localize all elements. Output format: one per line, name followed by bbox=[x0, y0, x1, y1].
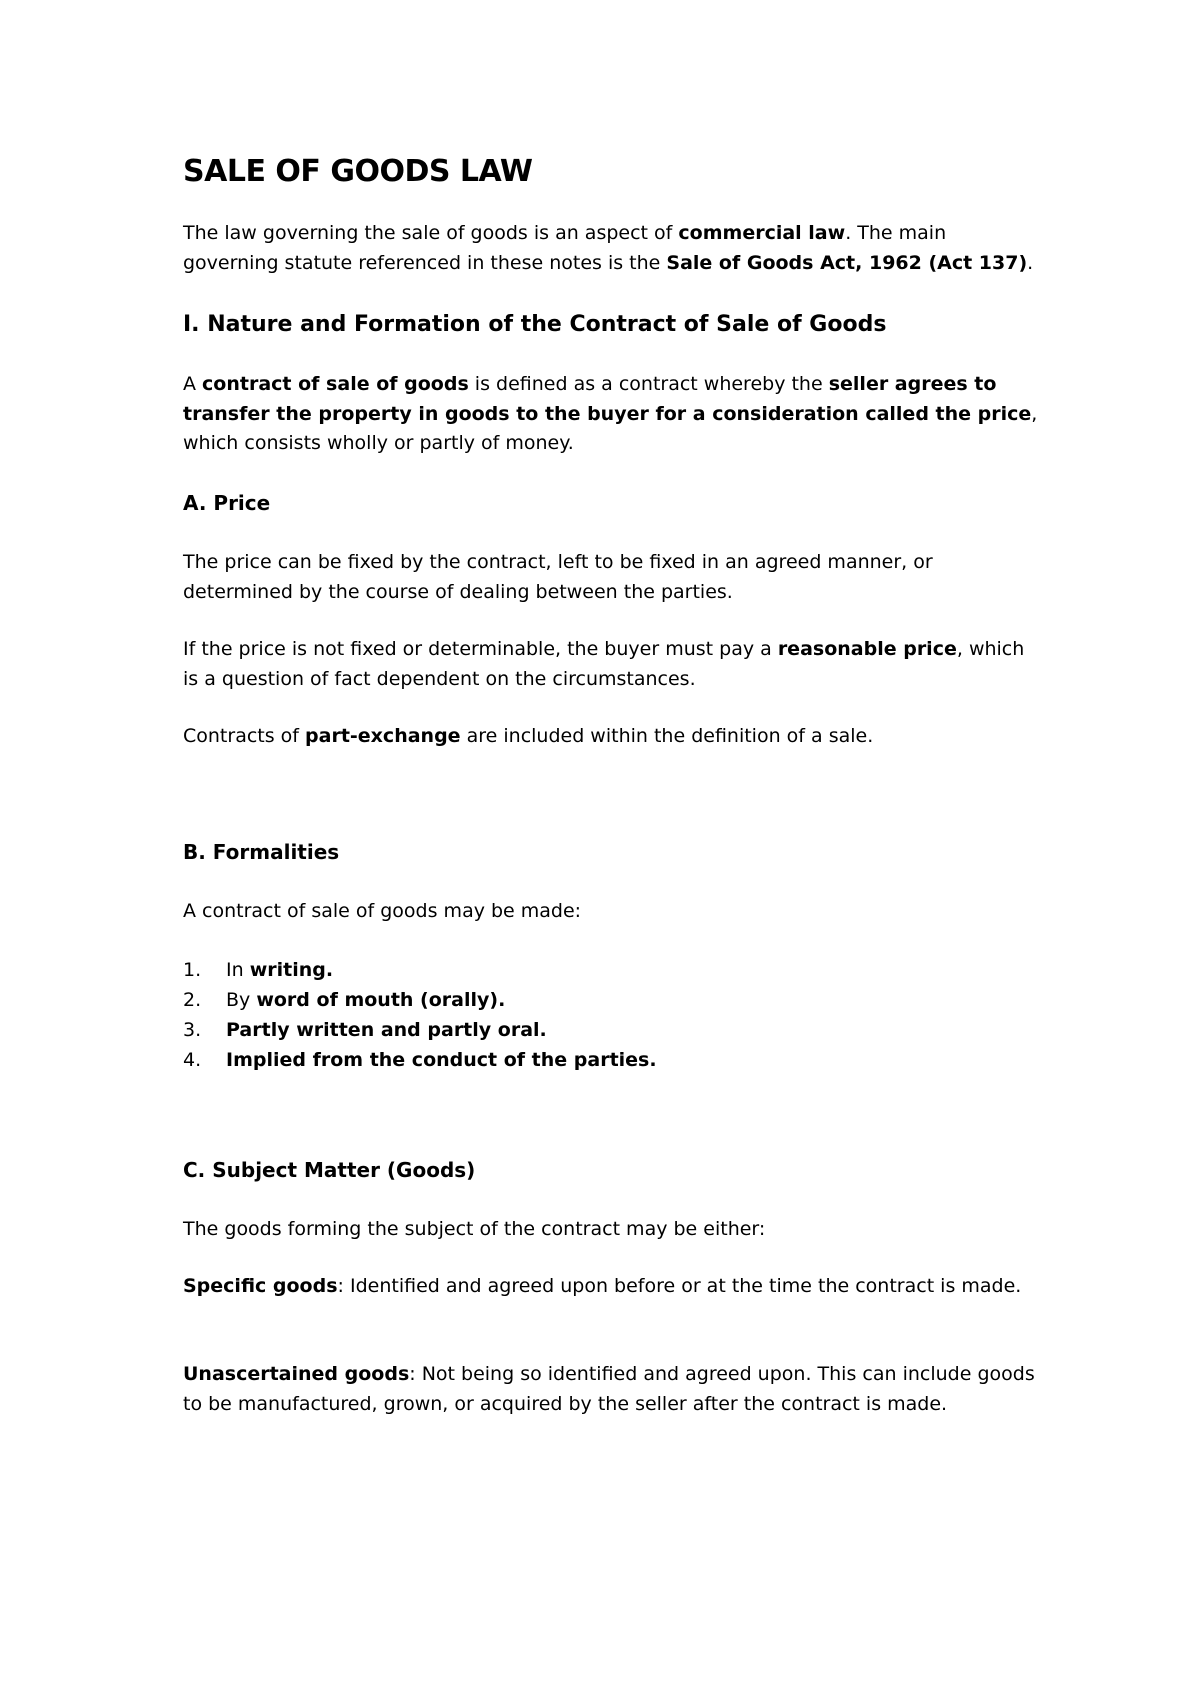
document-title: SALE OF GOODS LAW bbox=[183, 154, 533, 189]
subheading-formalities: B. Formalities bbox=[183, 840, 340, 864]
intro-bold-act: Sale of Goods Act, 1962 (Act 137) bbox=[666, 251, 1028, 274]
list-text bbox=[226, 1015, 547, 1045]
unascertained-goods-text: : Not being so identified and agreed upon. This can include goods to be manufactured, grown, or acquired by the seller after the contract is made. bbox=[183, 1363, 1035, 1415]
list-text-plain: In bbox=[226, 959, 250, 981]
def-bold-seller: seller agrees to transfer the property in goods to the buyer for a consideration called the price bbox=[183, 373, 1032, 425]
def-text-1: A bbox=[183, 373, 203, 395]
def-bold-contract: contract of sale of goods bbox=[202, 373, 469, 395]
price-bold-reasonable: reasonable price bbox=[777, 638, 957, 660]
unascertained-goods-term: Unascertained goods bbox=[183, 1363, 410, 1385]
price-p2-text-1: If the price is not fixed or determinable, the buyer must pay a bbox=[183, 638, 778, 660]
price-paragraph-1: The price can be fixed by the contract, left to be fixed in an agreed manner, or determined by the course of dealing between the parties. bbox=[183, 551, 933, 603]
list-text bbox=[226, 955, 333, 985]
section-heading-nature: I. Nature and Formation of the Contract of Sale of Goods bbox=[183, 312, 887, 337]
price-p2-text-2: , which is a question of fact dependent on the circumstances. bbox=[183, 638, 1025, 690]
formalities-intro: A contract of sale of goods may be made: bbox=[183, 900, 582, 922]
list-number: 1. bbox=[183, 959, 202, 981]
list-text-bold: Partly written and partly oral. bbox=[226, 1019, 547, 1041]
specific-goods-term: Specific goods bbox=[183, 1275, 338, 1297]
unascertained-goods-paragraph bbox=[183, 1360, 1043, 1419]
list-text bbox=[226, 1045, 657, 1075]
list-number: 3. bbox=[183, 1019, 202, 1041]
list-text-bold: word of mouth (orally). bbox=[256, 989, 506, 1011]
list-number: 4. bbox=[183, 1049, 202, 1071]
list-text-bold: Implied from the conduct of the parties. bbox=[226, 1049, 657, 1071]
def-text-3: , which consists wholly or partly of money. bbox=[183, 402, 1038, 454]
specific-goods-text: : Identified and agreed upon before or at the time the contract is made. bbox=[337, 1275, 1022, 1297]
specific-goods-paragraph bbox=[183, 1272, 1043, 1302]
definition-paragraph bbox=[183, 370, 1043, 459]
subject-intro: The goods forming the subject of the contract may be either: bbox=[183, 1218, 766, 1240]
list-number: 2. bbox=[183, 989, 202, 1011]
intro-text-2: . The main governing statute referenced in these notes is the bbox=[183, 222, 947, 274]
price-p3-text-1: Contracts of bbox=[183, 725, 306, 747]
list-text-bold: writing. bbox=[249, 959, 334, 981]
list-text bbox=[226, 985, 505, 1015]
price-paragraph-3 bbox=[183, 722, 1043, 752]
subheading-price: A. Price bbox=[183, 491, 271, 515]
intro-text-3: . bbox=[1027, 251, 1034, 274]
intro-text-1: The law governing the sale of goods is an aspect of bbox=[183, 222, 679, 244]
def-text-2: is defined as a contract whereby the bbox=[468, 373, 829, 395]
subheading-subject-matter: C. Subject Matter (Goods) bbox=[183, 1158, 476, 1182]
price-p3-text-2: are included within the definition of a sale. bbox=[460, 725, 874, 747]
list-text-plain: By bbox=[226, 989, 257, 1011]
price-paragraph-2 bbox=[183, 635, 1043, 694]
price-bold-part-exchange: part-exchange bbox=[305, 725, 461, 747]
intro-paragraph bbox=[183, 219, 1043, 278]
intro-bold-commercial-law: commercial law bbox=[678, 222, 846, 244]
